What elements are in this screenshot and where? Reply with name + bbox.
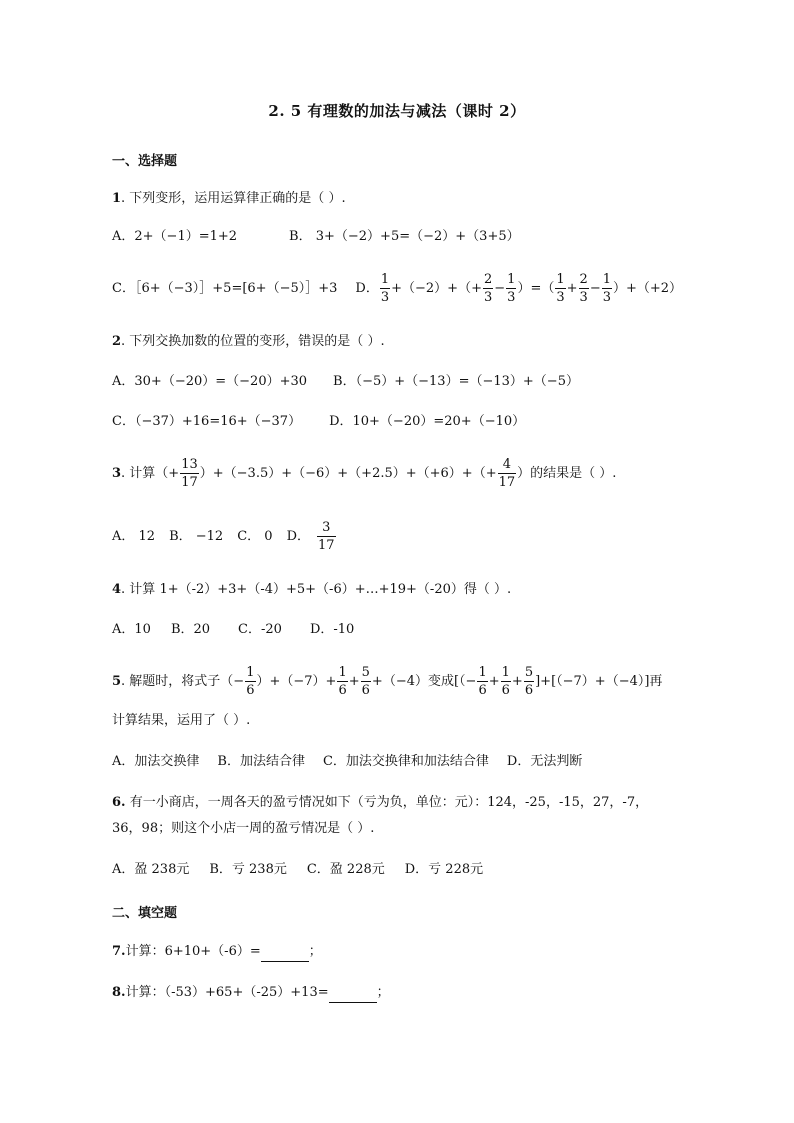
fraction: $\frac{13}{17}$: [181, 457, 198, 490]
question-number: 1: [112, 191, 122, 206]
fraction: $\frac{4}{17}$: [498, 457, 516, 490]
option-d: D． $\frac{3}{17}$: [286, 520, 335, 553]
question-6-options: [112, 861, 483, 879]
question-number: 4: [112, 582, 122, 597]
question-6: 6. 有一小商店，一周各天的盈亏情况如下（亏为负，单位：元）：124，-25，-15，27，-7，: [112, 795, 649, 810]
question-6-line-2: 36，98；则这个小店一周的盈亏情况是（ ）.: [112, 821, 375, 836]
option-a: A．2+（−1）=1+2: [112, 229, 238, 244]
question-2-options-ab: [112, 373, 579, 391]
section-heading-fill: 二、填空题: [112, 906, 178, 921]
question-number: 7.: [112, 944, 126, 959]
fraction: $\frac{1}{3}$: [556, 272, 565, 305]
question-5-options: [112, 753, 582, 771]
option-b: B．亏 238元: [209, 862, 287, 877]
fraction: $\frac{2}{3}$: [579, 272, 588, 305]
question-2: [112, 333, 385, 351]
fraction: $\frac{2}{3}$: [483, 272, 493, 305]
option-c: C．［6+（−3）］+5=[6+（−5）］+3: [112, 281, 338, 296]
option-d: D． $\frac{1}{3}$ +（−2）+（+ $\frac{2}{3}$ − $\frac{1}{3}$ ）=（ $\frac{1}{3}$ + $\frac{2}{3}$ − $\frac{1}{3}$ ）+（+2）: [355, 272, 683, 305]
fraction: $\frac{1}{3}$: [380, 272, 390, 305]
question-number: 8.: [112, 985, 126, 1000]
question-3: 3. 计算（+ $\frac{13}{17}$ ）+（−3.5）+（−6）+（+2.5）+（+6）+（+ $\frac{4}{17}$ ）的结果是（ ）.: [112, 457, 617, 490]
question-1-options-cd: [112, 272, 682, 306]
option-d: D．-10: [309, 622, 355, 637]
option-c: C．（−37）+16=16+（−37）: [112, 414, 302, 429]
fraction: $\frac{3}{17}$: [318, 520, 335, 553]
option-d: D．亏 228元: [404, 862, 484, 877]
question-3-options: [112, 519, 337, 555]
question-number: 6.: [112, 795, 126, 810]
question-2-options-cd: [112, 413, 525, 431]
option-d: D．无法判断: [506, 754, 583, 769]
answer-blank[interactable]: [329, 984, 377, 1003]
question-5-line-2: 计算结果，运用了（ ）.: [112, 713, 251, 728]
option-c: C．盈 228元: [306, 862, 385, 877]
option-a: A． 12: [112, 529, 156, 544]
option-a: A．盈 238元: [112, 862, 190, 877]
question-number: 5: [112, 674, 122, 689]
question-8: 8.计算：（-53）+65+（-25）+13= ；: [112, 984, 390, 1003]
fraction: $\frac{1}{6}$: [478, 665, 487, 698]
question-number: 2: [112, 334, 122, 349]
option-d: D．10+（−20）=20+（−10）: [329, 414, 526, 429]
option-c: C．-20: [238, 622, 282, 637]
fraction: $\frac{1}{6}$: [246, 665, 255, 698]
question-5: 5. 解题时，将式子（− $\frac{1}{6}$ ）+（−7）+ $\frac{1}{6}$ + $\frac{5}{6}$ +（−4）变成[（− $\frac{1}{6}$ + $\frac{1}{6}$ + $\frac{5}{6}$ ]+[（−7）+（−4）]再: [112, 665, 663, 698]
option-b: B． 3+（−2）+5=（−2）+（3+5）: [289, 229, 520, 244]
option-c: C．加法交换律和加法结合律: [322, 754, 489, 769]
option-b: B． −12: [169, 529, 224, 544]
section-heading-choice: 一、选择题: [112, 154, 178, 169]
option-a: A．10: [112, 622, 151, 637]
fraction: $\frac{1}{3}$: [602, 272, 611, 305]
option-a: A．30+（−20）=（−20）+30: [112, 374, 308, 389]
fraction: $\frac{1}{3}$: [507, 272, 516, 305]
fraction: $\frac{1}{6}$: [501, 665, 510, 698]
question-stem: . 下列交换加数的位置的变形，错误的是（ ）.: [121, 334, 385, 349]
question-number: 3: [112, 466, 122, 481]
question-4: [112, 581, 511, 599]
question-4-options: [112, 621, 354, 639]
answer-blank[interactable]: [261, 943, 309, 962]
option-b: B．（−5）+（−13）=（−13）+（−5）: [333, 374, 579, 389]
option-c: C． 0: [237, 529, 273, 544]
question-stem: . 下列变形，运用运算律正确的是（ ）.: [121, 191, 346, 206]
fraction: $\frac{1}{6}$: [338, 665, 347, 698]
question-stem: . 计算 1+（-2）+3+（-4）+5+（-6）+…+19+（-20）得（ ）.: [121, 582, 512, 597]
question-1: [112, 190, 346, 208]
question-7: 7.计算：6+10+（-6）= ；: [112, 943, 322, 962]
fraction: $\frac{5}{6}$: [361, 665, 370, 698]
option-b: B．20: [170, 622, 211, 637]
option-a: A．加法交换律: [112, 754, 200, 769]
question-1-options-ab: [112, 228, 520, 246]
option-b: B．加法结合律: [217, 754, 305, 769]
fraction: $\frac{5}{6}$: [524, 665, 534, 698]
page-title: 2. 5 有理数的加法与减法（课时 2）: [268, 102, 526, 120]
